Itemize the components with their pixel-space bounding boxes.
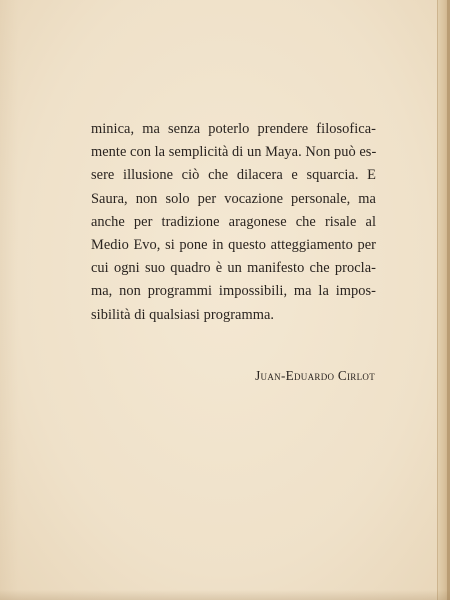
text-line: sibilità di qualsiasi programma.: [91, 306, 275, 323]
page-bottom-shade: [0, 590, 450, 600]
text-line: cui ogni suo quadro è un manifesto che procla-: [91, 260, 376, 277]
text-line: minica, ma senza poterlo prendere filosofica-: [91, 121, 376, 137]
text-line: mente con la semplicità di un Maya. Non può es-: [91, 144, 377, 161]
body-text: [91, 118, 376, 327]
text-line: anche per tradizione aragonese che risale al: [91, 213, 376, 230]
text-line: Medio Evo, si pone in questo atteggiamento per: [91, 237, 376, 254]
text-line: Saura, non solo per vocazione personale, ma: [91, 190, 376, 207]
author-signature: Juan-Eduardo Cirlot: [255, 368, 375, 383]
text-line: ma, non programmi impossibili, ma la impos-: [91, 283, 376, 300]
text-line: sere illusione ciò che dilacera e squarcia. E: [91, 167, 376, 184]
